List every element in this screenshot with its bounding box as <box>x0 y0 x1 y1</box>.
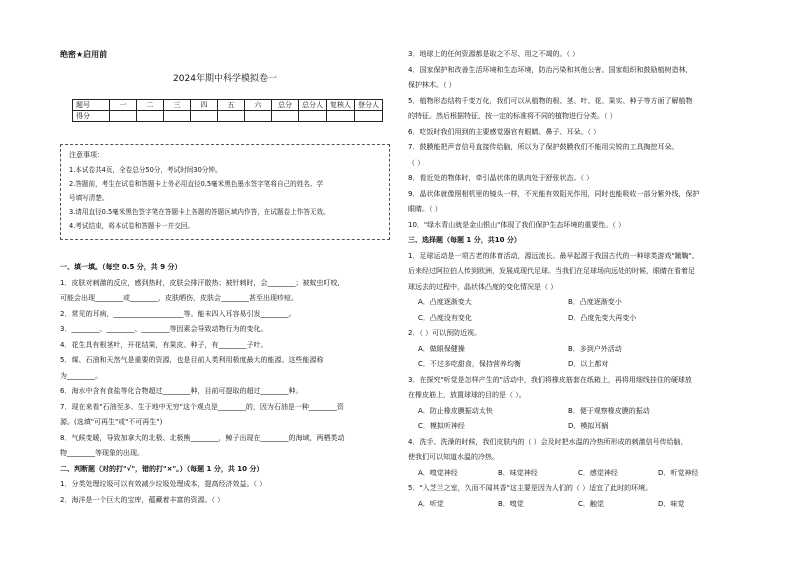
question-line: 可能会出现________或________，皮肤晒伤，皮肤会________甚至出现疹痘。 <box>60 294 298 302</box>
question-line: 2．常见的耳病，____________________等。能末四入耳容易引发________。 <box>60 309 296 318</box>
score-header-cell: 三 <box>164 100 191 111</box>
option-d[interactable]: D．味觉 <box>658 499 685 508</box>
score-cell[interactable] <box>164 111 191 122</box>
notice-item: 2.答题前，考生在试卷和答题卡上务必用直径0.5毫米黑色墨水签字笔将自己的姓名、学 <box>69 180 324 188</box>
score-header-row <box>73 100 383 111</box>
question-line: 1．皮肤对刺激的反应，感到热时，皮肤会排汗散热；被针刺时，会________；被蚊虫叮咬, <box>60 278 340 287</box>
score-header-cell: 复核人 <box>327 100 355 111</box>
option-c[interactable]: C．触觉 <box>578 499 604 508</box>
option-a[interactable]: A．听觉 <box>418 499 444 508</box>
question-line: 眼睛。（ ） <box>408 205 442 213</box>
section-title: 一、填一填。（每空 0.5 分，共 9 分） <box>60 263 182 271</box>
option-row <box>408 342 699 358</box>
question-line: 10．"绿水青山就是金山银山"体现了我们保护生态环境的重要性。（ ） <box>408 220 626 229</box>
score-cell[interactable] <box>327 111 355 122</box>
question-line: 7．鼓膜能把声音信号直接传给脑，所以为了保护鼓膜我们不能用尖锐的工具掏挖耳朵。 <box>408 143 679 151</box>
question-line: 1．足球运动是一项古老的体育活动，源远流长。最早起源于我国古代的一种球类游戏"蹴鞠", <box>408 251 695 260</box>
score-cell[interactable] <box>218 111 245 122</box>
score-header-cell: 二 <box>137 100 164 111</box>
question-line: 6．海水中含有食盐等化合物超过________种，目前可提取的超过________种。 <box>60 387 303 395</box>
option-row <box>408 404 699 420</box>
notice-title: 注意事项： <box>69 151 104 159</box>
question-line: 使我们可以知道水温的冷热。 <box>408 453 499 461</box>
question-line: 2．海洋是一个巨大的宝库，蕴藏着丰富的资源。（ ） <box>60 495 225 504</box>
question-line: 的特征。然后根据特征，按一定的标准将不同的植物进行分类。（ ） <box>408 112 617 120</box>
option-b[interactable]: B．嗅觉 <box>498 499 524 508</box>
question-line: 3．在探究"听觉是怎样产生的"活动中，我们将橡皮筋套在纸箱上，再将用细线挂住的硬球放 <box>408 375 692 384</box>
score-cell[interactable] <box>137 111 164 122</box>
option-row <box>408 295 699 311</box>
section-title: 二、判断题（对的打"√"，错的打"×"。）（每题 1 分，共 10 分） <box>60 464 264 473</box>
score-cell[interactable] <box>191 111 218 122</box>
notice-item: 号填写清楚。 <box>69 194 109 202</box>
option-a[interactable]: A．防止橡皮膜振动太快 <box>418 406 493 415</box>
question-line: 2．（ ）可以预防近视。 <box>408 329 482 337</box>
question-line: 7．现在来看"石油至多、生于地中无穷"这个观点是________的，因为石油是一种________资 <box>60 402 344 411</box>
score-cell[interactable] <box>299 111 327 122</box>
question-line: 源。(选填"可再生"或"不可再生") <box>60 418 163 426</box>
score-row-label: 得分 <box>73 111 110 122</box>
question-line: 5．"入芝兰之室，久而不闻其香"这主要是因为人们的（ ）适宜了此时的环境。 <box>408 484 653 492</box>
notice-box <box>60 144 390 240</box>
section1 <box>60 260 344 508</box>
score-cell[interactable] <box>355 111 383 122</box>
score-header-cell: 六 <box>245 100 272 111</box>
option-b[interactable]: B．多到户外活动 <box>568 344 622 353</box>
notice-item: 1.本试卷共4页，全卷总分50分，考试时间30分钟。 <box>69 166 222 174</box>
option-d[interactable]: D．凸度先变大再变小 <box>568 313 637 322</box>
notice-item: 4.考试结束，将本试卷和答题卡一并交回。 <box>69 222 194 230</box>
question-line: 3．地球上的任何资源都是取之不尽、用之不竭的。（ ） <box>408 50 580 58</box>
option-c[interactable]: C．模拟听神经 <box>418 422 465 430</box>
question-line: 8．气候变暖，导致加拿大的北极、北极熊________，鲸子出现在________的海域，两栖类动 <box>60 433 345 442</box>
question-line: 8．看近处的物体时，牵引晶状体的肌肉处于舒张状态。（ ） <box>408 174 594 182</box>
option-b[interactable]: B．便于观察橡皮膜的振动 <box>568 406 650 415</box>
question-line: 5．植物形态结构千变万化，我们可以从植物的根、茎、叶、花、果实、种子等方面了解植物 <box>408 96 693 105</box>
question-line: 球远去的过程中，晶状体凸度的变化情况是（ ） <box>408 282 558 291</box>
option-b[interactable]: B．凸度逐渐变小 <box>568 298 622 306</box>
option-c[interactable]: C．凸度没有变化 <box>418 313 472 322</box>
question-line: 在橡皮筋上，放置球球的目的是（ ）。 <box>408 391 526 399</box>
score-header-cell: 题号 <box>73 100 110 111</box>
option-d[interactable]: D．模拟耳蜗 <box>568 422 609 430</box>
section-title: 三、选择题（每题 1 分，共10 分） <box>408 236 521 244</box>
score-cell[interactable] <box>272 111 299 122</box>
question-line: 保护林木。（ ） <box>408 81 456 89</box>
secret-label: 绝密★启用前 <box>60 50 108 59</box>
question-line: 9．晶状体就像照相机里的镜头一样，不光能有效阻光作用，同时也能吸收一部分紫外线，保护 <box>408 189 700 198</box>
question-line: 6．吃饭时我们用到的主要感觉器官有眼睛、鼻子、耳朵。（ ） <box>408 127 601 136</box>
score-header-cell: 四 <box>191 100 218 111</box>
option-c[interactable]: C．感觉神经 <box>578 468 618 477</box>
option-b[interactable]: B．味觉神经 <box>498 468 538 477</box>
judge-continued <box>408 47 699 512</box>
score-cell[interactable] <box>245 111 272 122</box>
question-line: 4．国家保护和改善生活环境和生态环境，防治污染和其他公害。国家组织和鼓励植树造林， <box>408 65 693 74</box>
question-line: 3．________、________、________等因素会导致动物行为的变化。 <box>60 325 268 333</box>
score-header-cell: 总分 <box>272 100 299 111</box>
score-header-cell: 总分人 <box>299 100 327 111</box>
option-row <box>408 466 699 482</box>
score-header-cell: 五 <box>218 100 245 111</box>
notice-item: 3.请用直径0.5毫米黑色签字笔在答题卡上各题的答题区域内作答，在试题卷上作答无效。 <box>69 208 330 216</box>
question-line: 1．分类处理垃圾可以有效减少垃圾处理成本，提高经济效益。（ ） <box>60 480 267 488</box>
option-a[interactable]: A．凸度逐渐变大 <box>418 298 472 306</box>
score-row <box>73 111 383 122</box>
question-line: 4．花生具有根茎叶，开花结果，有果皮、种子，有________子叶。 <box>60 340 268 349</box>
option-row <box>408 497 699 513</box>
option-d[interactable]: D．听觉神经 <box>658 468 699 477</box>
question-line: 后来经过阿拉伯人传到欧洲，发展成现代足球。当我们在足球场向远处的时候，眼睛在看着足 <box>408 267 695 275</box>
score-header-cell: 登分人 <box>355 100 383 111</box>
option-row <box>408 311 699 327</box>
page-title: 2024年期中科学模拟卷一 <box>173 74 277 84</box>
score-header-cell: 一 <box>110 100 137 111</box>
question-line: 物________等现象的出现。 <box>60 449 144 457</box>
score-cell[interactable] <box>110 111 137 122</box>
question-line: （ ） <box>408 158 425 167</box>
option-c[interactable]: C．不过多吃甜食，保持营养均衡 <box>418 360 521 368</box>
option-row <box>408 357 699 373</box>
question-line: 5．煤、石油和天然气是重要的资源，也是目前人类利用极度最大的能源。这些能源称 <box>60 356 324 364</box>
option-a[interactable]: A．做眼保健操 <box>418 344 465 353</box>
question-line: 为________。 <box>60 371 102 380</box>
question-line: 4．洗手、洗澡的时候，我们皮肤内的（ ）会及时把水温的冷热所形成的刺激信号传给脑， <box>408 437 688 446</box>
option-a[interactable]: A．嗅觉神经 <box>418 468 458 477</box>
option-row <box>408 419 699 435</box>
option-d[interactable]: D．以上都对 <box>568 360 609 368</box>
score-table <box>72 99 383 122</box>
